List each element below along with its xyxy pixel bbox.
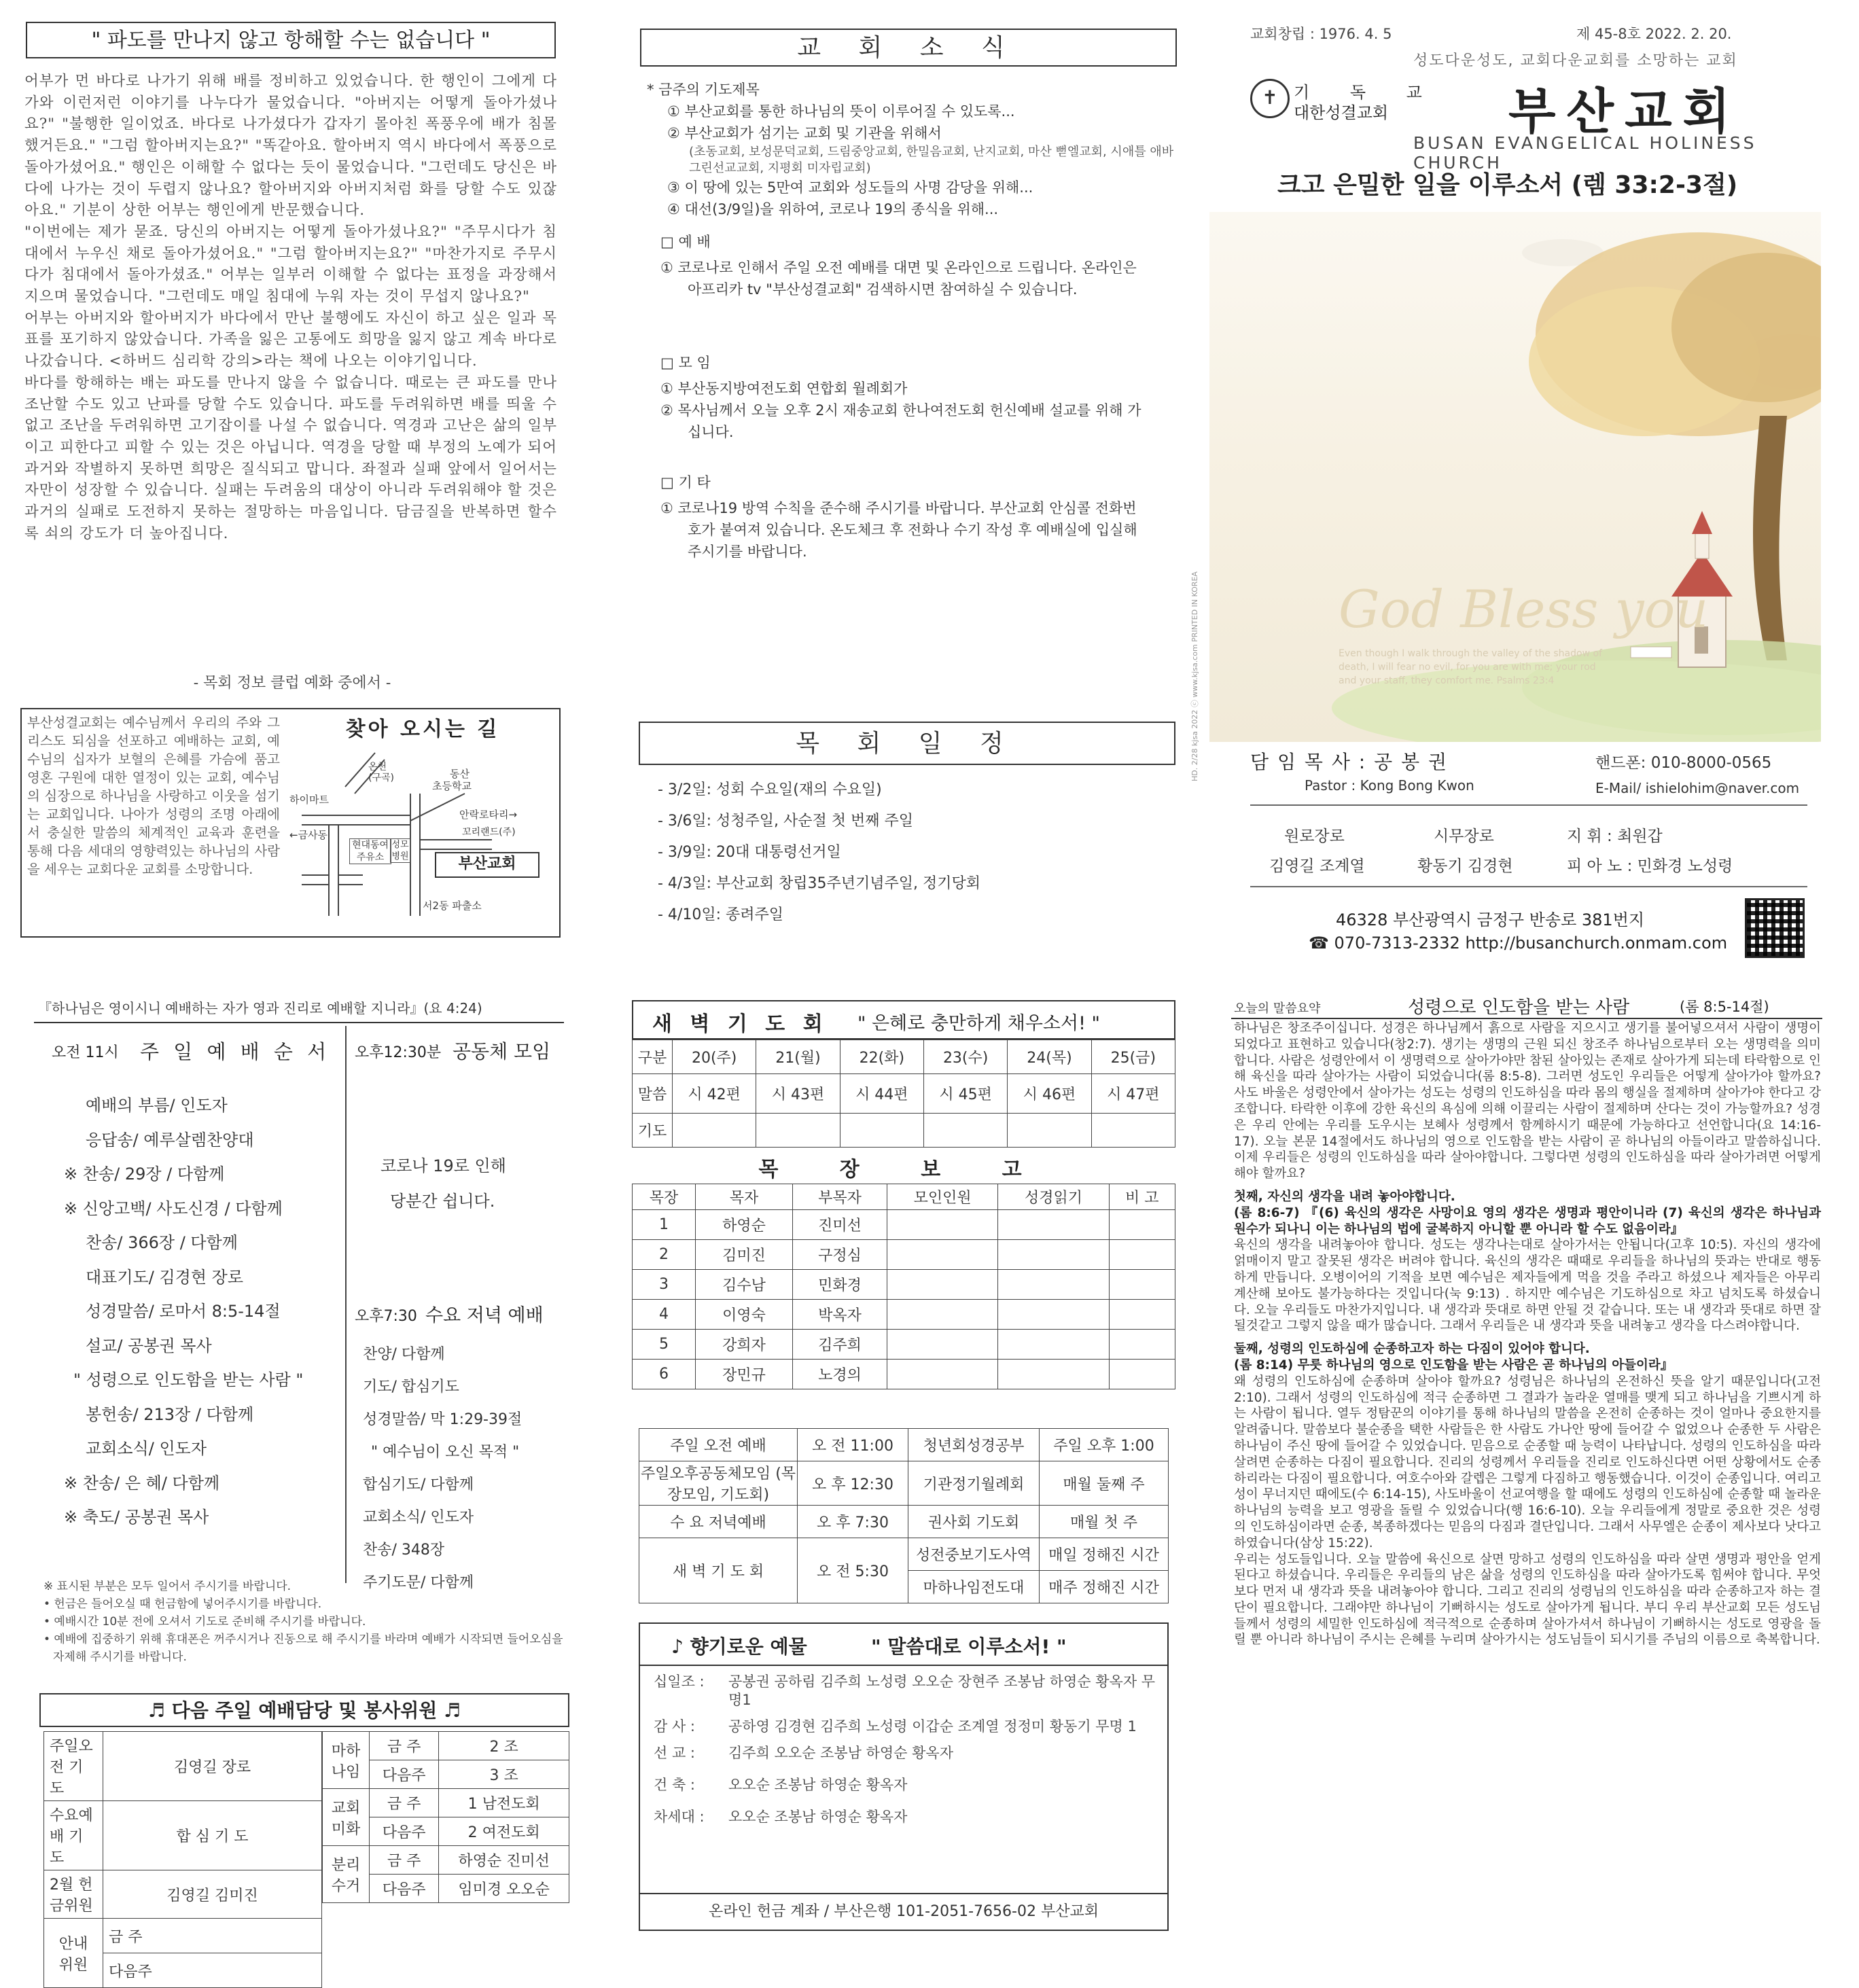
report-header-cell: 성경읽기: [998, 1184, 1109, 1210]
essay-body: [24, 71, 557, 544]
wed-order-item: 찬양/ 다함께: [363, 1346, 445, 1363]
duty-assignee: 1 남전도회: [439, 1789, 569, 1817]
time-label: 새 벽 기 도 회: [639, 1538, 798, 1603]
offering-list: [654, 1673, 1156, 1826]
order-item: 대표기도/ 김경현 장로: [86, 1267, 243, 1287]
duty-group-label: 교회 미화: [323, 1789, 370, 1846]
time-value: 주일 오후 1:00: [1040, 1429, 1169, 1461]
order-item: 찬송/ 366장 / 다함께: [86, 1233, 238, 1252]
news-section-item: ① 코로나19 방역 수칙을 준수해 주시기를 바랍니다. 부산교회 안심콜 전화번호가 붙여져 있습니다. 온도체크 후 전화나 수기 작성 후 예배실에 입실해 주시기를 바랍니다.: [660, 500, 1137, 560]
sermon-closing: 우리는 성도들입니다. 오늘 말씀에 육신으로 살면 망하고 성령의 인도하심을 따라 살면 생명과 평안을 얻게 된다고 하셨습니다. 우리들은 우리들의 남은 삶을 성령의 인도하심을 따라 살아가도록 힘써야 합니다. 무엇보다 먼저 내 생각과 뜻을 내려놓아야 합니다. 그리고 진리의 성령님의 인도하심을 따라 순종하고자 하는 결단이 필요합니다. 그래야만 하나님이 기뻐하시는 성도로 살아가게 됩니다. 부디 우리 부산교회 모든 성도님들께서 성령의 세밀한 인도하심에 적극적으로 순종하며 살아가셔서 하나님이 기뻐하시는 성도로 영광을 돌릴 뿐 아니라 하나님이 주시는 은혜를 누리며 살아가시는 성도님들이 되시기를 주님의 이름으로 축복합니다.: [1234, 1552, 1821, 1648]
prayer-item: ① 부산교회를 통한 하나님의 뜻이 이루어질 수 있도록...: [667, 103, 1015, 120]
order-item: ※ 찬송/ 29장 / 다함께: [64, 1165, 225, 1184]
wed-order-item: 주기도문/ 다함께: [363, 1574, 474, 1591]
duty-week: 다음주: [370, 1760, 439, 1789]
map-label-rotary: 안락로타리→: [459, 809, 518, 821]
report-cell: 김미진: [696, 1240, 793, 1270]
offering-box: [639, 1622, 1169, 1931]
time-label: 성전중보기도사역: [908, 1538, 1040, 1571]
map-label-apt: 꼬리랜드(주): [462, 827, 516, 838]
duty-assignee: 2 조: [439, 1732, 569, 1760]
dawn-header-cell: 22(화): [840, 1040, 923, 1074]
prayer-item: ③ 이 땅에 있는 5만여 교회와 성도들의 사명 감당을 위해...: [667, 179, 1033, 196]
sermon-title: 성령으로 인도함을 받는 사람: [1408, 997, 1630, 1018]
map-label-hymart: 하이마트: [289, 794, 329, 806]
column-divider: [345, 1026, 347, 1583]
schedule-list: [658, 775, 1174, 931]
note-item: • 예배시간 10분 전에 오셔서 기도로 준비해 주시기를 바랍니다.: [43, 1615, 366, 1629]
offering-title: ♪ 향기로운 예물: [671, 1635, 807, 1658]
print-side-text: HD. 2/28 kjsa 2022 ⓒ www.kjsa.com PRINTED IN KOREA: [1190, 571, 1199, 781]
order-item: 설교/ 공봉권 목사: [86, 1336, 212, 1355]
pianist: 피 아 노 : 민화경 노성령: [1567, 857, 1733, 875]
annual-theme: 크고 은밀한 일을 이루소서 (렘 33:2-3절): [1277, 171, 1738, 199]
news-section-heading: □ 예 배: [660, 234, 711, 250]
time-label: 청년회성경공부: [908, 1429, 1040, 1461]
top-verse: 『하나님은 영이시니 예배하는 자가 영과 진리로 예배할 지니라』(요 4:24): [38, 1000, 482, 1016]
schedule-item: - 3/6일: 성청주일, 사순절 첫 번째 주일: [658, 813, 913, 830]
wed-time: 오후7:30: [355, 1308, 417, 1325]
time-label: 마하나임전도대: [908, 1571, 1040, 1603]
map-label-dongsan: 동산: [450, 768, 470, 780]
intro-map-box: [20, 708, 561, 938]
duty-group-label: 마하 나임: [323, 1732, 370, 1789]
note-item: • 헌금은 들어오실 때 헌금함에 넣어주시기를 바랍니다.: [43, 1597, 322, 1611]
cover-illustration: [1209, 212, 1821, 742]
duty-label: 주일오전 기도: [44, 1732, 103, 1801]
usher-label: 안내 위원: [44, 1919, 103, 1988]
qr-code: [1745, 898, 1805, 958]
dawn-word: 시 45편: [923, 1074, 1007, 1114]
duty-assignee: 임미경 오오순: [439, 1875, 569, 1903]
header-rule: [34, 1022, 564, 1023]
essay-paragraph: 바다를 항해하는 배는 파도를 만나지 않을 수 없습니다. 때로는 큰 파도를 만나 조난할 수도 있고 난파를 당할 수도 있습니다. 파도를 두려워하면 배를 띄울 수 없고 조난을 두려워하면 고기잡이를 나설 수 없습니다. 역경과 고난은 삶의 일부이고 피한다고 피할 수 있는 것은 아닙니다. 역경을 당할 때 부정의 노예가 되어 과거와 작별하지 못하면 희망은 질식되고 맙니다. 좌절과 실패 앞에서 일어서는 자만이 성장할 수 있습니다. 실패는 두려움의 대상이 아니라 두려워해야 할 것은 과거의 실패로 도전하지 못하는 절망하는 마음입니다. 담금질을 반복하면 할수록 쇠의 강도가 더 높아집니다.: [24, 374, 557, 542]
duty-week: 금 주: [370, 1789, 439, 1817]
sermon-intro: 하나님은 창조주이십니다. 성경은 하나님께서 흙으로 사람을 지으시고 생기를 불어넣으셔서 사람이 생명이 되었다고 표현하고 있습니다(창2:7). 생기는 생명의 근원 되신 창조주 하나님으로부터 오는 생명력을 의미합니다. 사람은 성령안에서 이 생명력으로 살아가야만 참된 살아있는 존재로 살아가게 되는데 타락함으로 인해 육신을 따라 살아가는 사람이 되었습니다(롬 8:5-8). 그러면 성도인 우리들은 어떻게 살아가야 할까요? 사도 바울은 성령안에서 살아가는 성도는 성령의 인도하심을 따라 몸의 행실을 절제하며 살아가야 한다고 강조합니다. 타락한 이후에 강한 육신의 욕심에 의해 이끌리는 사람이 절제하며 산다는 것이 가능할까요? 성경은 우리 안에는 우리를 도우시는 보혜사 성령께서 함께하시기 때문에 가능하다고 선언합니다(요 14:16-17). 오늘 본문 14절에서도 하나님의 영으로 인도함을 받는 사람이 곧 하나님의 아들이라고 말씀하십니다. 이제 우리들은 성령의 인도하심을 따라 살아야합니다. 그렇다면 성령의 인도하심을 따라 살아가려면 어떻게 해야 할까요?: [1234, 1021, 1821, 1182]
dawn-row-label: 기도: [633, 1114, 673, 1148]
offering-row: [654, 1718, 1156, 1736]
issue-info: 제 45-8호 2022. 2. 20.: [1576, 26, 1732, 42]
worship-order-list: [64, 1088, 342, 1535]
report-cell: 3: [633, 1270, 696, 1300]
map-label-hospital: 성모 병원: [390, 838, 410, 863]
sermon-point-verse: (롬 8:14) 무릇 하나님의 영으로 인도함을 받는 사람은 곧 하나님의 아들이라』: [1234, 1357, 1674, 1372]
report-cell: 하영순: [696, 1210, 793, 1240]
news-panel: [637, 20, 1181, 951]
report-header-cell: 목장: [633, 1184, 696, 1210]
dawn-prayer-cell: [1008, 1114, 1091, 1148]
community-note-line: 당분간 쉽니다.: [390, 1192, 495, 1211]
sermon-point-verse: (롬 8:6-7) 『(6) 육신의 생각은 사망이요 영의 생각은 생명과 평안이니라 (7) 육신의 생각은 하나님과 원수가 되나니 이는 하나님의 법에 굴복하지 아니할 뿐 아니라 할 수도 없음이라』: [1234, 1205, 1821, 1237]
offering-row: [654, 1744, 1156, 1762]
time-label: 수 요 저녁예배: [639, 1506, 798, 1538]
time-value: 매주 정해진 시간: [1040, 1571, 1169, 1603]
community-time: 오후12:30분: [355, 1044, 442, 1061]
church-motto: 성도다운성도, 교회다운교회를 소망하는 교회: [1413, 52, 1738, 69]
duty-week: 다음주: [370, 1817, 439, 1846]
god-bless-text: God Bless you: [1339, 579, 1709, 639]
dawn-prayer-cell: [673, 1114, 756, 1148]
time-label: 기관정기월례회: [908, 1461, 1040, 1506]
report-cell: 강희자: [696, 1330, 793, 1360]
map-label-oncheon: 온천: [368, 762, 387, 773]
time-value: 오 후 7:30: [798, 1506, 908, 1538]
map-title: 찾아 오시는 길: [345, 717, 500, 741]
sermon-label: 오늘의 말씀요약: [1234, 1001, 1321, 1016]
offering-label: 건 축 :: [654, 1777, 695, 1793]
map-label-school: 초등학교: [432, 780, 472, 792]
sermon-point-text: 육신의 생각을 내려놓아야 합니다. 성도는 생각나는대로 살아가서는 안됩니다(고후 10:5). 자신의 생각에 얽매이지 말고 잘못된 생각은 버려야 합니다. 육신의 생각은 때때로 우리들을 하나님의 뜻과는 반대로 행동하게 만듭니다. 오병이어의 기적을 보면 예수님은 제자들에게 먹을 것을 주라고 하셨으나 제자들은 아무리 계산해 보아도 불가능하다는 것입니다(눅 9:13) . 하지만 예수님은 기도하심으로 차고 넘치도록 하셨습니다. 오늘 우리들도 마찬가지입니다. 내 생각과 뜻대로 하면 안될 것 같습니다. 또는 내 생각과 뜻대로 하면 잘 될것같고 그렇지 않을 때가 많습니다. 그래서 우리들은 내 생각과 뜻을 내려놓고 생각을 다스려야합니다.: [1234, 1238, 1821, 1334]
church-address: 46328 부산광역시 금정구 반송로 381번지: [1336, 910, 1645, 929]
offering-label: 차세대 :: [654, 1809, 705, 1825]
report-header-cell: 모인인원: [887, 1184, 998, 1210]
dawn-prayer-cell: [1091, 1114, 1175, 1148]
schedule-title: 목 회 일 정: [639, 722, 1175, 765]
news-section-heading: □ 모 임: [660, 355, 711, 371]
church-logo: ✝: [1250, 79, 1290, 118]
wed-order-item: 교회소식/ 인도자: [363, 1509, 474, 1526]
offering-names: 오오순 조봉남 하영순 황옥자: [728, 1777, 908, 1793]
map: [288, 712, 557, 935]
pastor-phone: 핸드폰: 010-8000-0565: [1595, 754, 1772, 772]
offering-names: 오오순 조봉남 하영순 황옥자: [728, 1809, 908, 1825]
duty-value: 김영길 장로: [103, 1732, 322, 1801]
report-cell: 6: [633, 1360, 696, 1389]
elders-names: 김영길 조계열: [1269, 857, 1365, 875]
sermon-point-text: 왜 성령의 인도하심에 순종하며 살아야 할까요? 성령님은 하나님의 온전하신 뜻을 알기 때문입니다(고전 2:10). 그래서 성령의 인도하심에 적극 순종하면 그 결과가 놀라운 열매를 맺게 되고 하나님을 기쁘시게 하는 사람이 됩니다. 열두 정탐꾼의 이야기를 통해 하나님의 말씀을 온전히 순종하는 것이 얼마나 중요한지를 알려줍니다. 말씀보다 불순종을 택한 사람들은 한 사람도 가나안 땅에 들어갈 수 없었으나 순종한 두 사람은 하나님이 주신 땅에 들어갈 수 있었습니다. 믿음으로 순종할 때 능력이 나타납니다. 성령의 인도하심을 따라 살려면 순종하는 다짐이 필요합니다. 진리의 성령께서 우리들을 진리로 인도하신다면 어떤 상황에서도 순종하리라는 다짐이 필요합니다. 여호수아와 갈렙은 그렇게 다짐하고 행동했습니다. 이것이 순종입니다. 여리고성이 무너지던 때에도(수 6:14-15), 사도바울이 선교여행을 할 때에도 성령의 인도하심에 순종할 때 놀라운 하나님의 능력을 보고 영광을 돌릴 수 있었습니다(행 16:6-10). 오늘 우리들에게 정말로 중요한 것은 성령의 인도하심이라면 순종, 복종하겠다는 믿음의 다짐과 결단입니다. 그래서 사무엘은 순종이 제사보다 낫다고 하였습니다(삼상 15:22).: [1234, 1374, 1822, 1550]
dawn-word: 시 42편: [673, 1074, 756, 1114]
cover-panel: [1190, 14, 1821, 953]
dawn-word: 시 47편: [1091, 1074, 1175, 1114]
dawn-title: 새 벽 기 도 회: [652, 1012, 828, 1036]
offering-label: 십일조 :: [654, 1673, 705, 1690]
dawn-header-cell: 구분: [633, 1040, 673, 1074]
serving-names: 황동기 김경현: [1417, 857, 1513, 875]
duty-value: 합 심 기 도: [103, 1801, 322, 1870]
prayer-item: ② 부산교회가 섬기는 교회 및 기관을 위해서: [667, 125, 942, 141]
schedule-item: - 4/3일: 부산교회 창립35주년기념주일, 정기당회: [658, 875, 981, 892]
news-section-meeting: [660, 352, 1150, 443]
serving-label: 시무장로: [1434, 828, 1494, 845]
duty-assignee: 하영순 진미선: [439, 1846, 569, 1875]
wed-order-item: 기도/ 합심기도: [363, 1379, 459, 1396]
offering-header: [640, 1624, 1167, 1666]
offering-names: 공봉권 공하림 김주희 노성령 오오순 장현주 조봉남 하영순 황옥자 무명1: [728, 1673, 1156, 1708]
duty-assignee: 2 여전도회: [439, 1817, 569, 1846]
pastor-name: 담 임 목 사 : 공 봉 권: [1250, 751, 1449, 773]
time-value: 매월 첫 주: [1040, 1506, 1169, 1538]
church-english-name: BUSAN EVANGELICAL HOLINESS CHURCH: [1413, 133, 1757, 173]
usher-week: 금 주: [103, 1919, 322, 1953]
wed-order-item: " 예수님이 오신 목적 ": [371, 1444, 520, 1461]
dawn-header-cell: 23(수): [923, 1040, 1007, 1074]
report-cell: 1: [633, 1210, 696, 1240]
duty-groups-table: [322, 1731, 569, 1903]
report-cell: 구정심: [793, 1240, 887, 1270]
order-item: ※ 찬송/ 은 혜/ 다함께: [64, 1473, 220, 1493]
note-item: ※ 표시된 부분은 모두 일어서 주시기를 바랍니다.: [43, 1580, 291, 1593]
dawn-header-cell: 20(주): [673, 1040, 756, 1074]
report-header-cell: 부목자: [793, 1184, 887, 1210]
news-section-heading: □ 기 타: [660, 474, 711, 491]
offering-row: [654, 1673, 1156, 1709]
report-header-cell: 목자: [696, 1184, 793, 1210]
next-week-title: ♬ 다음 주일 예배담당 및 봉사위원 ♬: [39, 1693, 569, 1727]
schedule-item: - 3/2일: 성회 수요일(재의 수요일): [658, 781, 882, 798]
elders-label: 원로장로: [1284, 828, 1345, 845]
time-label: 권사회 기도회: [908, 1506, 1040, 1538]
community-note: [380, 1148, 506, 1219]
report-cell: 장민규: [696, 1360, 793, 1389]
report-cell: 민화경: [793, 1270, 887, 1300]
prayer-item-detail: (초동교회, 보성문덕교회, 드림중앙교회, 한밀음교회, 난지교회, 마산 뻗엘교회, 시애틀 애바그린선교교회, 지평회 미자립교회): [689, 145, 1174, 175]
conductor: 지 휘 : 최원갑: [1567, 828, 1663, 845]
time-label: 주일 오전 예배: [639, 1429, 798, 1461]
time-value: 오 전 5:30: [798, 1538, 908, 1603]
cover-divider: [1250, 886, 1807, 887]
dawn-row-label: 말씀: [633, 1074, 673, 1114]
duty-group-label: 분리 수거: [323, 1846, 370, 1903]
map-label-police: 서2동 파출소: [423, 900, 482, 912]
denomination-line2: 대한성결교회: [1294, 103, 1389, 122]
duty-assignee: 3 조: [439, 1760, 569, 1789]
community-note-line: 코로나 19로 인해: [380, 1156, 506, 1175]
intro-text: 부산성결교회는 예수님께서 우리의 주와 그리스도 되심을 선포하고 예배하는 교회, 예수님의 십자가 보혈의 은혜를 가슴에 품고 영혼 구원에 대한 열정이 있는 교회, 예수님의 심장으로 하나님을 사랑하고 이웃을 섬기는 교회입니다. 나아가 성령의 조명 아래에서 충실한 말씀의 체계적인 교육과 훈련을 통해 다음 세대의 영향력있는 하나님의 사람을 세우는 교회다운 교회를 소망합니다.: [27, 715, 280, 877]
report-title: 목 장 보 고: [758, 1158, 1049, 1182]
order-item: 봉헌송/ 213장 / 다함께: [86, 1404, 254, 1424]
essay-title: " 파도를 만나지 않고 항해할 수는 없습니다 ": [26, 22, 556, 58]
offering-names: 김주희 오오순 조봉남 하영순 황옥자: [728, 1745, 953, 1761]
sermon-header: [1231, 993, 1822, 1019]
offering-label: 감 사 :: [654, 1718, 695, 1735]
sermon-body: [1234, 1020, 1821, 1648]
order-item: 성경말씀/ 로마서 8:5-14절: [86, 1302, 281, 1321]
sermon-panel: [1231, 993, 1824, 1945]
service-time: 오전 11시: [52, 1044, 119, 1061]
prayer-heading: * 금주의 기도제목: [647, 82, 760, 98]
time-value: 매일 정해진 시간: [1040, 1538, 1169, 1571]
offering-slogan: " 말씀대로 이루소서! ": [871, 1635, 1067, 1658]
sermon-ref: (롬 8:5-14절): [1680, 999, 1769, 1015]
time-value: 오 후 12:30: [798, 1461, 908, 1506]
essay-paragraph: "이번에는 제가 묻죠. 당신의 아버지는 어떻게 돌아가셨나요?" "주무시다가 침대에서 누우신 채로 돌아가셨어요." "그럼 할아버지는요?" "마찬가지로 주무시다가 침대에서 돌아가셨죠." 어부는 일부러 이해할 수 없다는 표정을 과장해서 지으며 물었습니다. "그런데도 매일 침대에 누워 자는 것이 무섭지 않나요?": [24, 223, 557, 306]
report-cell: 2: [633, 1240, 696, 1270]
pastor-english: Pastor : Kong Bong Kwon: [1305, 777, 1474, 794]
report-cell: 진미선: [793, 1210, 887, 1240]
wed-order-item: 성경말씀/ 막 1:29-39절: [363, 1411, 523, 1428]
report-cell: 5: [633, 1330, 696, 1360]
report-cell: 김수남: [696, 1270, 793, 1300]
news-section-item: ② 목사님께서 오늘 오후 2시 재송교회 한나여전도회 헌신예배 설교를 위해 가십니다.: [660, 402, 1141, 440]
order-item: ※ 축도/ 공봉권 목사: [64, 1508, 209, 1527]
dawn-word: 시 44편: [840, 1074, 923, 1114]
prayer-list: [647, 79, 1177, 220]
duty-week: 다음주: [370, 1875, 439, 1903]
map-church-marker: 부산교회: [435, 852, 539, 878]
map-label-hyundai: 현대동여 주유소: [349, 838, 391, 864]
dawn-table: [632, 1040, 1175, 1148]
essay-paragraph: 어부는 아버지와 할아버지가 바다에서 만난 불행에도 자신이 하고 싶은 일과 목표를 포기하지 않았습니다. 가족을 잃은 고통에도 희망을 잃지 않고 계속 바다로 나갔습니다. <하버드 심리학 강의>라는 책에 나오는 이야기입니다.: [24, 309, 557, 370]
time-value: 오 전 11:00: [798, 1429, 908, 1461]
time-label: 주일오후공동체모임 (목장모임, 기도회): [639, 1461, 798, 1506]
dawn-header-cell: 25(금): [1091, 1040, 1175, 1074]
offering-row: [654, 1808, 1156, 1826]
worship-panel: [20, 992, 571, 1981]
wed-order-item: 합심기도/ 다함께: [363, 1476, 474, 1493]
community-title: 공동체 모임: [453, 1040, 551, 1063]
report-cell: 노경의: [793, 1360, 887, 1389]
wed-title: 수요 저녁 예배: [425, 1305, 544, 1326]
essay-panel: [20, 20, 564, 951]
church-name: 부산교회: [1508, 83, 1741, 140]
duty-week: 금 주: [370, 1846, 439, 1875]
bank-account: 온라인 헌금 계좌 / 부산은행 101-2051-7656-02 부산교회: [640, 1893, 1167, 1931]
cover-divider: [1250, 804, 1807, 806]
order-item: 예배의 부름/ 인도자: [86, 1096, 228, 1115]
essay-source: - 목회 정보 클럽 예화 중에서 -: [193, 675, 391, 692]
order-item: 응답송/ 예루살렘찬양대: [86, 1130, 254, 1150]
sermon-point-heading: 첫째, 자신의 생각을 내려 놓아야합니다.: [1234, 1189, 1455, 1204]
report-cell: 4: [633, 1300, 696, 1330]
denomination-line1: 기 독 교: [1294, 83, 1440, 102]
offering-label: 선 교 :: [654, 1745, 695, 1761]
pastor-email: E-Mail/ ishielohim@naver.com: [1595, 780, 1800, 796]
report-cell: 박옥자: [793, 1300, 887, 1330]
news-title: 교 회 소 식: [640, 29, 1177, 67]
news-section-etc: [660, 472, 1150, 563]
dawn-prayer-cell: [923, 1114, 1007, 1148]
dawn-prayer-cell: [756, 1114, 840, 1148]
sermon-title: " 성령으로 인도함을 받는 사람 ": [73, 1370, 304, 1389]
map-label-geumsadong: ←금사동: [289, 829, 328, 841]
wed-order-item: 찬송/ 348장: [363, 1542, 445, 1559]
dawn-panel: [632, 999, 1182, 1943]
report-header-cell: 비 고: [1109, 1184, 1175, 1210]
report-cell: 김주희: [793, 1330, 887, 1360]
schedule-item: - 3/9일: 20대 대통령선거일: [658, 844, 841, 861]
next-week-table: [43, 1731, 322, 1988]
wed-order-list: [363, 1338, 567, 1599]
prayer-item: ④ 대선(3/9일)을 위하여, 코로나 19의 종식을 위해...: [667, 201, 999, 217]
dawn-word: 시 46편: [1008, 1074, 1091, 1114]
time-value: 매월 둘째 주: [1040, 1461, 1169, 1506]
dawn-word: 시 43편: [756, 1074, 840, 1114]
church-tel-web: ☎ 070-7313-2332 http://busanchurch.onmam.com: [1309, 934, 1728, 953]
news-section-item: ① 부산동지방여전도회 연합회 월례회가: [660, 380, 908, 397]
order-item: 교회소식/ 인도자: [86, 1439, 207, 1458]
duty-label: 수요예배 기도: [44, 1801, 103, 1870]
dawn-slogan: " 은혜로 충만하게 채우소서! ": [857, 1013, 1100, 1034]
order-item: ※ 신앙고백/ 사도신경 / 다함께: [64, 1199, 283, 1218]
service-title: 주 일 예 배 순 서: [140, 1040, 331, 1063]
news-section-worship: [660, 231, 1150, 300]
map-label-gugok: (구곡): [368, 773, 394, 783]
news-section-item: ① 코로나로 인해서 주일 오전 예배를 대면 및 온라인으로 드립니다. 온라인은 아프리카 tv "부산성결교회" 검색하시면 참여하실 수 있습니다.: [660, 260, 1137, 298]
offering-row: [654, 1776, 1156, 1794]
founded-date: 교회창립 : 1976. 4. 5: [1250, 26, 1392, 42]
duty-label: 2월 헌금위원: [44, 1870, 103, 1919]
essay-paragraph: 어부가 먼 바다로 나가기 위해 배를 정비하고 있었습니다. 한 행인이 그에게 다가와 이런저런 이야기를 나누다가 물었습니다. "아버지는 어떻게 돌아가셨나요?" "불행한 일이었죠. 바다로 나가셨다가 갑자기 몰아친 폭풍우에 배가 침몰했거든요." "그럼 할아버지는요?" "똑같아요. 할아버지 역시 바다에서 폭풍으로 돌아가셨어요." 행인은 이해할 수 없다는 듯이 물었습니다. "그런데도 당신은 바다에 나가는 것이 두렵지 않나요? 할아버지와 아버지처럼 화를 당할 수도 있잖아요." 기분이 상한 어부는 행인에게 반문했습니다.: [24, 73, 557, 219]
sermon-point-heading: 둘째, 성령의 인도하심에 순종하고자 하는 다짐이 있어야 합니다.: [1234, 1342, 1590, 1357]
dawn-prayer-cell: [840, 1114, 923, 1148]
usher-week: 다음주: [103, 1953, 322, 1988]
dawn-header-cell: 24(목): [1008, 1040, 1091, 1074]
worship-notes: [43, 1578, 567, 1666]
duty-week: 금 주: [370, 1732, 439, 1760]
duty-value: 김영길 김미진: [103, 1870, 322, 1919]
offering-names: 공하영 김경현 김주희 노성령 이갑순 조계열 정정미 황동기 무명 1: [728, 1718, 1137, 1735]
psalm-verse: Even though I walk through the valley of the shadow of death, I will fear no evil, for you are with me; your rod and your staff, they comfort me. Psalms 23:4: [1339, 648, 1602, 686]
report-table: [632, 1184, 1175, 1389]
report-cell: 이영숙: [696, 1300, 793, 1330]
dawn-header: [632, 1000, 1175, 1040]
schedule-item: - 4/10일: 종려주일: [658, 906, 784, 923]
dawn-header-cell: 21(월): [756, 1040, 840, 1074]
note-item: • 예배에 집중하기 위해 휴대폰은 꺼주시거나 진동으로 해 주시기를 바라며 예배가 시작되면 들어오심을 자제해 주시기를 바랍니다.: [43, 1633, 563, 1664]
service-times-table: [639, 1428, 1169, 1603]
